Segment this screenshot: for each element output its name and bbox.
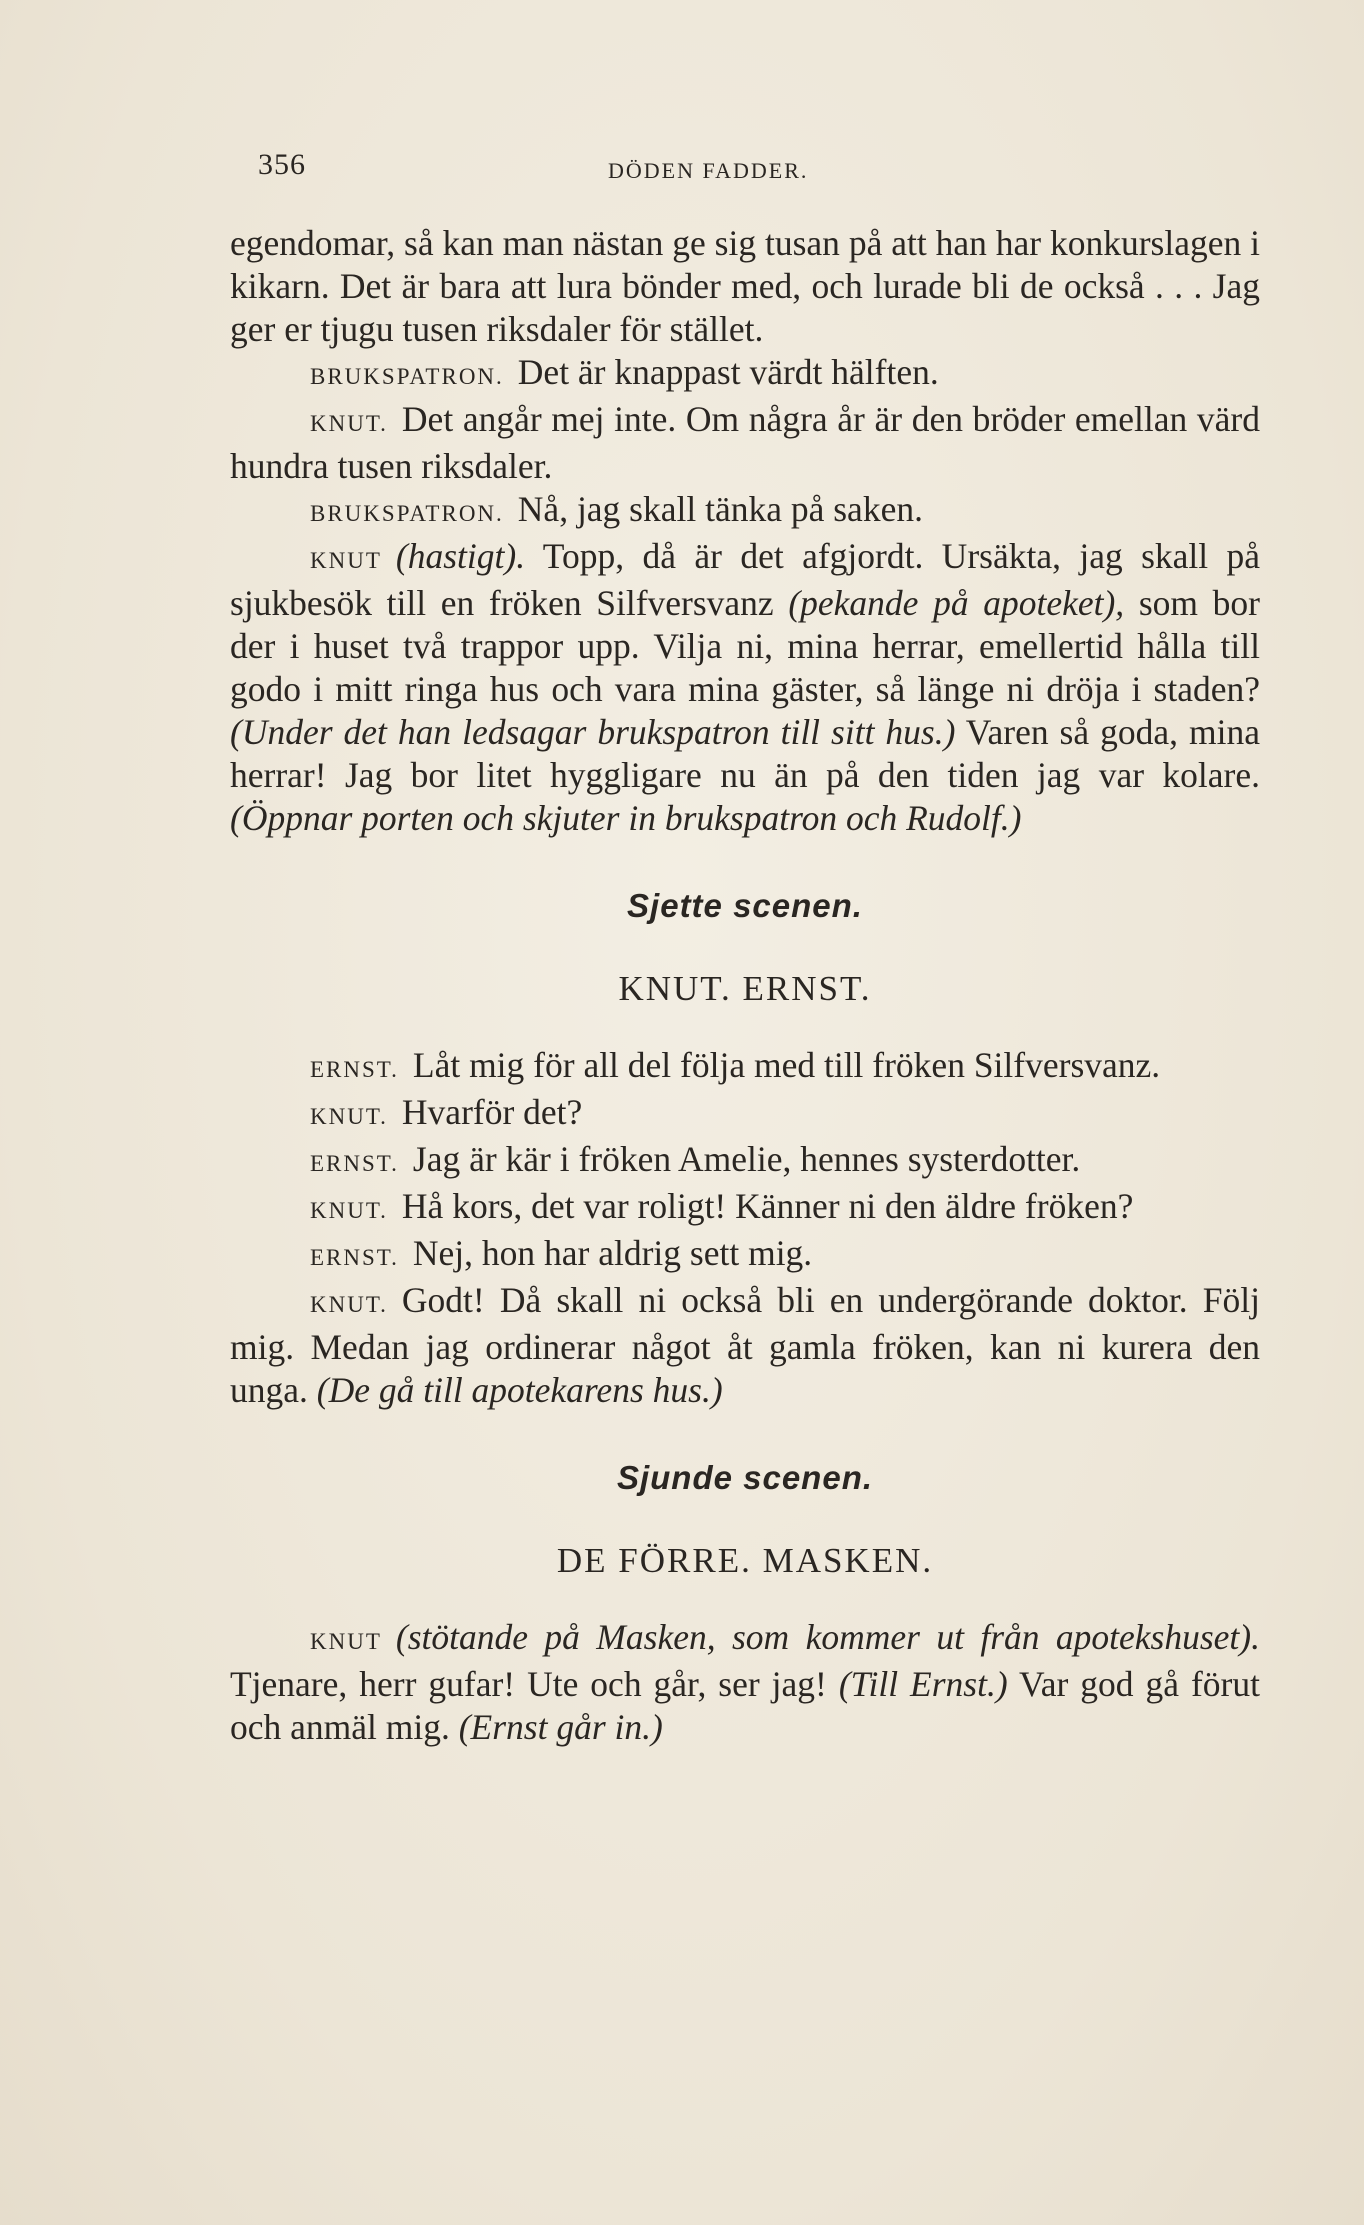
dialogue-line <box>230 1616 1260 1749</box>
dialogue-text: Godt! Då skall ni också bli en undergörande doktor. Följ mig. Medan jag ordinerar något åt gamla fröken, kan ni kurera den unga. <box>230 1280 1260 1410</box>
spacer <box>230 927 1260 967</box>
dialogue-line <box>230 351 1260 398</box>
dialogue-text: som bor der i huset två trappor upp. Vilja ni, mina herrar, emellertid hålla till godo i mitt ringa hus och vara mina gäster, så länge ni dröja i staden? <box>230 583 1260 709</box>
dialogue-line <box>230 398 1260 488</box>
dialogue-text: Jag är kär i fröken Amelie, hennes systerdotter. <box>412 1139 1081 1179</box>
cast-list: KNUT. ERNST. <box>618 969 872 1008</box>
dialogue-text: Topp, då är det afgjordt. Ursäkta, jag skall på sjukbesök till en fröken Silfversvanz <box>230 536 1260 623</box>
stage-direction: (Ernst går in.) <box>458 1707 663 1747</box>
dialogue-line <box>230 488 1260 535</box>
dialogue-line <box>230 1232 1260 1279</box>
speaker-name: KNUT. <box>310 1104 388 1129</box>
dialogue-text: Nå, jag skall tänka på saken. <box>517 489 923 529</box>
dialogue-text: Varen så goda, mina herrar! Jag bor litet hyggligare nu än på den tiden jag var kolare. <box>230 712 1260 795</box>
spacer <box>230 1499 1260 1539</box>
page-number: 356 <box>258 148 306 181</box>
speaker-name: KNUT <box>310 548 382 573</box>
stage-direction: (stötande på Masken, som kommer ut från apotekshuset). <box>395 1617 1260 1657</box>
dialogue-text: Var god gå förut och anmäl mig. <box>230 1664 1260 1747</box>
speaker-name: ERNST. <box>310 1151 399 1176</box>
spacer <box>230 1582 1260 1616</box>
cast-list: DE FÖRRE. MASKEN. <box>556 1541 934 1580</box>
spacer <box>230 1412 1260 1456</box>
dialogue-line <box>230 1279 1260 1412</box>
dialogue-text: Hvarför det? <box>401 1092 583 1132</box>
speaker-name: ERNST. <box>310 1057 399 1082</box>
speaker-name: ERNST. <box>310 1245 399 1270</box>
dialogue-text: Det är knappast värdt hälften. <box>517 352 939 392</box>
speaker-name: BRUKSPATRON. <box>310 364 504 389</box>
dialogue-text: egendomar, så kan man nästan ge sig tusan på att han har konkurslagen i kikarn. Det är bara att lura bönder med, och lurade bli de också . . . Jag ger er tjugu tusen riksdaler för stället. <box>230 223 1260 349</box>
dialogue-line <box>230 1138 1260 1185</box>
paragraph <box>230 222 1260 351</box>
spacer <box>230 1010 1260 1044</box>
stage-direction: (Till Ernst.) <box>838 1664 1008 1704</box>
scene-title: Sjunde scenen. <box>616 1459 874 1496</box>
dialogue-text: Det angår mej inte. Om några år är den bröder emellan värd hundra tusen riksdaler. <box>230 399 1260 486</box>
dialogue-text: Tjenare, herr gufar! Ute och går, ser jag! <box>230 1664 839 1704</box>
running-head: DÖDEN FADDER. <box>608 158 809 183</box>
speaker-name: KNUT <box>310 1629 382 1654</box>
speaker-name: BRUKSPATRON. <box>310 501 504 526</box>
dialogue-line <box>230 1091 1260 1138</box>
stage-direction: (hastigt). <box>395 536 526 576</box>
stage-direction: (Öppnar porten och skjuter in brukspatron och Rudolf.) <box>230 798 1022 838</box>
stage-direction: (Under det han ledsagar brukspatron till sitt hus.) <box>230 712 956 752</box>
scene-title: Sjette scenen. <box>627 887 863 924</box>
speaker-name: KNUT. <box>310 411 388 436</box>
speaker-name: KNUT. <box>310 1292 388 1317</box>
dialogue-text: Låt mig för all del följa med till fröken Silfversvanz. <box>412 1045 1161 1085</box>
dialogue-line <box>230 1044 1260 1091</box>
dialogue-line <box>230 535 1260 840</box>
spacer <box>230 840 1260 884</box>
speaker-name: KNUT. <box>310 1198 388 1223</box>
stage-direction: (De gå till apotekarens hus.) <box>316 1370 723 1410</box>
dialogue-text: Nej, hon har aldrig sett mig. <box>412 1233 813 1273</box>
page-body <box>230 222 1260 1749</box>
dialogue-line <box>230 1185 1260 1232</box>
dialogue-text: Hå kors, det var roligt! Känner ni den äldre fröken? <box>401 1186 1134 1226</box>
stage-direction: (pekande på apoteket), <box>788 583 1125 623</box>
page-header <box>258 148 1268 198</box>
